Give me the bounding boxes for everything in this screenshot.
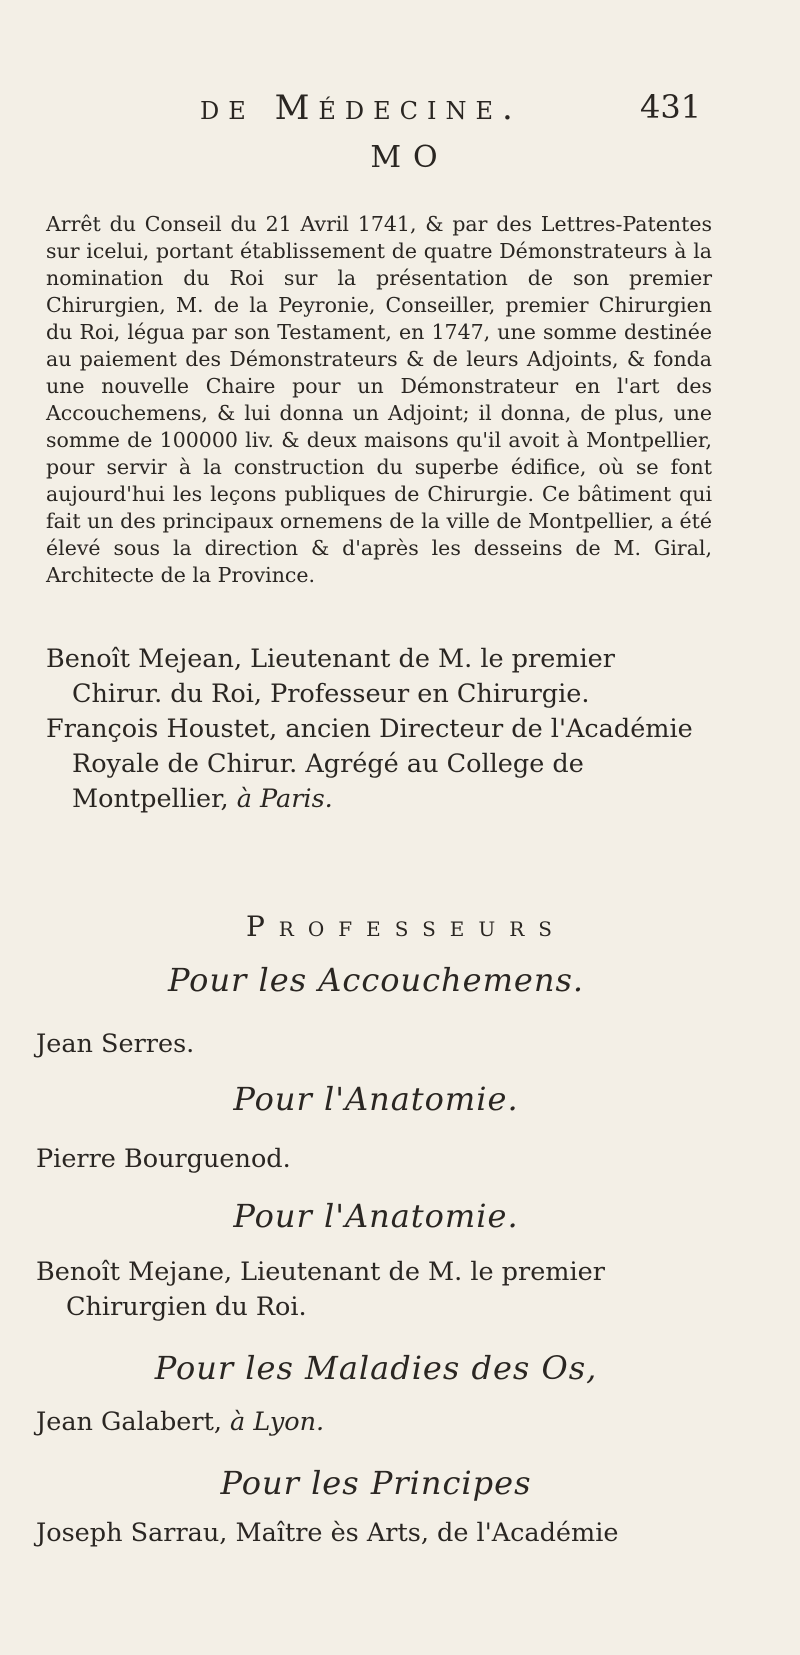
subject-heading: Pour l'Anatomie. xyxy=(233,1197,519,1235)
entry-text: Benoît Mejean, Lieutenant de M. le premier Chirur. du Roi, Professeur en Chirurgie. xyxy=(46,644,615,709)
person-line: Benoît Mejane, Lieutenant de M. le premier Chirurgien du Roi. xyxy=(36,1257,605,1322)
person-line: Joseph Sarrau, Maître ès Arts, de l'Académie xyxy=(36,1518,619,1548)
section-letters: MO xyxy=(370,140,450,175)
subject-heading: Pour les Maladies des Os, xyxy=(154,1349,598,1387)
group-anatomie-2 xyxy=(36,1197,716,1325)
entry-location: à Paris. xyxy=(236,784,333,814)
running-title: de Médecine. xyxy=(200,88,522,128)
professeurs-heading: Professeurs xyxy=(245,910,567,943)
person-line xyxy=(36,1405,716,1440)
professeurs-section xyxy=(36,880,716,1551)
entry-mejean xyxy=(46,642,712,712)
person-line: Jean Serres. xyxy=(36,1029,195,1059)
group-accouchemens xyxy=(36,961,716,1062)
subject-heading: Pour les Principes xyxy=(220,1464,532,1502)
page-number: 431 xyxy=(640,88,702,126)
intro-paragraph: Arrêt du Conseil du 21 Avril 1741, & par des Lettres-Patentes sur icelui, portant établissement de quatre Démonstrateurs à la nomination du Roi sur la présentation de son premier Chirurgien, M. de la Peyronie, Conseiller, premier Chirurgien du Roi, légua par son Testament, en 1747, une somme destinée au paiement des Démonstrateurs & de leurs Adjoints, & fonda une nouvelle Chaire pour un Démonstrateur en l'art des Accouchemens, & lui donna un Adjoint; il donna, de plus, une somme de 100000 liv. & deux maisons qu'il avoit à Montpellier, pour servir à la construction du superbe édifice, où se font aujourd'hui les leçons publiques de Chirurgie. Ce bâtiment qui fait un des principaux ornemens de la ville de Montpellier, a été élevé sous la direction & d'après les desseins de M. Giral, Architecte de la Province. xyxy=(46,211,712,587)
group-anatomie-1 xyxy=(36,1080,716,1177)
entry-text: François Houstet, ancien Directeur de l'Académie Royale de Chirur. Agrégé au College de Montpellier, xyxy=(46,714,693,814)
entry-houstet xyxy=(46,712,712,817)
subject-heading: Pour l'Anatomie. xyxy=(233,1080,519,1118)
subject-heading: Pour les Accouchemens. xyxy=(167,961,585,999)
person-name: Jean Galabert, xyxy=(36,1407,222,1437)
running-header xyxy=(0,88,800,138)
entries-list xyxy=(46,642,712,817)
group-maladies-os xyxy=(36,1349,716,1440)
person-line: Pierre Bourguenod. xyxy=(36,1144,291,1174)
group-principes xyxy=(36,1464,716,1551)
person-location: à Lyon. xyxy=(230,1407,325,1437)
